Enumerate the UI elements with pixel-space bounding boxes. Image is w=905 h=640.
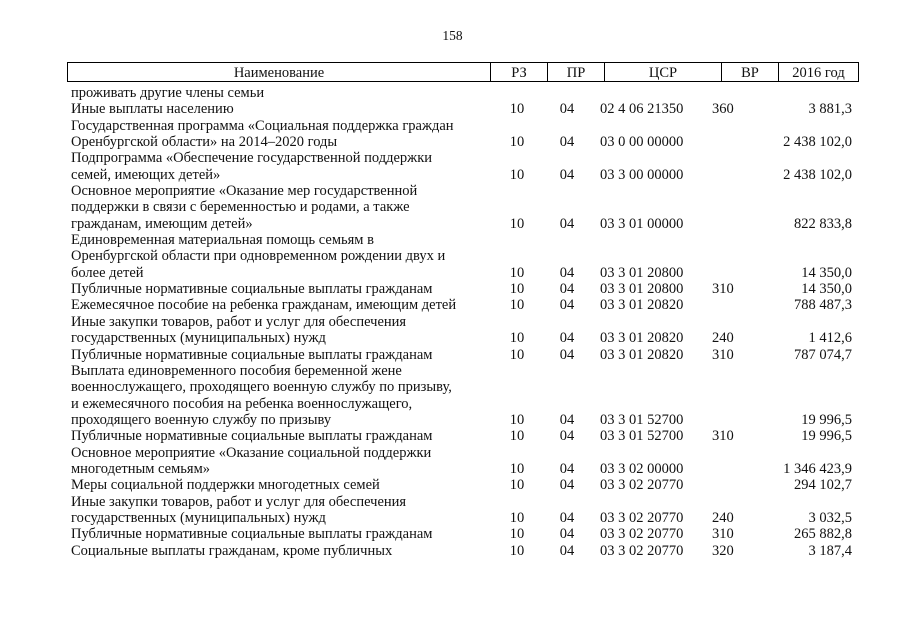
row-pr: 04	[559, 460, 575, 477]
table-row	[0, 150, 905, 183]
row-name-line: Ежемесячное пособие на ребенка гражданам, имеющим детей	[71, 297, 457, 314]
row-name	[71, 526, 491, 542]
row-csr: 03 3 01 00000	[600, 215, 684, 232]
row-name-line: и ежемесячного пособия на ребенка военнослужащего,	[71, 395, 413, 412]
row-name-line: гражданам, имеющим детей»	[71, 215, 253, 232]
row-vr: 240	[712, 330, 734, 347]
table-body	[0, 85, 905, 559]
row-rz: 10	[509, 264, 525, 281]
row-name-line: Социальные выплаты гражданам, кроме публичных	[71, 542, 393, 559]
row-name-line: Публичные нормативные социальные выплаты гражданам	[71, 428, 433, 445]
row-amount: 787 074,7	[794, 346, 852, 363]
row-amount: 294 102,7	[794, 477, 852, 494]
row-rz: 10	[509, 101, 525, 118]
row-pr: 04	[559, 101, 575, 118]
row-csr: 03 3 01 52700	[600, 428, 684, 445]
table-row	[0, 85, 905, 101]
row-name	[71, 150, 491, 183]
row-name	[71, 347, 491, 363]
column-header-rz: РЗ	[491, 63, 548, 81]
row-rz: 10	[509, 281, 525, 298]
row-name	[71, 183, 491, 232]
row-name-line: военнослужащего, проходящего военную службу по призыву,	[71, 379, 452, 396]
row-pr: 04	[559, 134, 575, 151]
row-pr: 04	[559, 166, 575, 183]
row-pr: 04	[559, 542, 575, 559]
row-vr: 310	[712, 346, 734, 363]
row-name-line: государственных (муниципальных) нужд	[71, 330, 326, 347]
row-name	[71, 494, 491, 527]
row-name-line: Оренбургской области» на 2014–2020 годы	[71, 134, 338, 151]
column-header-name: Наименование	[68, 63, 491, 81]
row-csr: 03 3 01 20820	[600, 346, 684, 363]
row-pr: 04	[559, 297, 575, 314]
row-rz: 10	[509, 460, 525, 477]
row-pr: 04	[559, 428, 575, 445]
row-name	[71, 101, 491, 117]
row-csr: 03 0 00 00000	[600, 134, 684, 151]
table-row	[0, 314, 905, 347]
row-name	[71, 118, 491, 151]
row-pr: 04	[559, 346, 575, 363]
table-row	[0, 477, 905, 493]
row-name-line: Единовременная материальная помощь семьям в	[71, 232, 374, 249]
row-pr: 04	[559, 215, 575, 232]
row-rz: 10	[509, 542, 525, 559]
row-name	[71, 297, 491, 313]
row-pr: 04	[559, 477, 575, 494]
row-name-line: Выплата единовременного пособия беременной жене	[71, 362, 402, 379]
row-name-line: Публичные нормативные социальные выплаты гражданам	[71, 281, 433, 298]
table-header	[67, 62, 859, 82]
row-csr: 03 3 01 52700	[600, 411, 684, 428]
row-name-line: проживать другие члены семьи	[71, 85, 265, 101]
row-name-line: проходящего военную службу по призыву	[71, 411, 332, 428]
row-amount: 3 032,5	[808, 509, 852, 526]
row-name	[71, 428, 491, 444]
row-csr: 03 3 02 00000	[600, 460, 684, 477]
row-csr: 03 3 02 20770	[600, 477, 684, 494]
row-rz: 10	[509, 166, 525, 183]
row-rz: 10	[509, 509, 525, 526]
table-row	[0, 232, 905, 281]
row-vr: 360	[712, 101, 734, 118]
row-name-line: государственных (муниципальных) нужд	[71, 509, 326, 526]
column-header-pr: ПР	[548, 63, 605, 81]
row-name-line: Иные закупки товаров, работ и услуг для обеспечения	[71, 313, 407, 330]
table-row	[0, 543, 905, 559]
table-row	[0, 363, 905, 428]
column-header-year: 2016 год	[792, 65, 845, 81]
row-name	[71, 314, 491, 347]
row-rz: 10	[509, 526, 525, 543]
row-amount: 1 412,6	[808, 330, 852, 347]
row-amount: 265 882,8	[794, 526, 852, 543]
row-rz: 10	[509, 134, 525, 151]
row-name	[71, 281, 491, 297]
row-amount: 822 833,8	[794, 215, 852, 232]
table-row	[0, 281, 905, 297]
row-name-line: Меры социальной поддержки многодетных семей	[71, 477, 380, 494]
table-row	[0, 428, 905, 444]
row-pr: 04	[559, 330, 575, 347]
row-rz: 10	[509, 330, 525, 347]
table-row	[0, 445, 905, 478]
row-vr: 320	[712, 542, 734, 559]
row-rz: 10	[509, 477, 525, 494]
table-row	[0, 101, 905, 117]
row-csr: 03 3 02 20770	[600, 542, 684, 559]
row-vr: 310	[712, 526, 734, 543]
row-name-line: Подпрограмма «Обеспечение государственной поддержки	[71, 150, 432, 167]
row-amount: 19 996,5	[801, 411, 852, 428]
row-name-line: Основное мероприятие «Оказание социальной поддержки	[71, 444, 432, 461]
row-pr: 04	[559, 264, 575, 281]
row-amount: 788 487,3	[794, 297, 852, 314]
row-vr: 310	[712, 281, 734, 298]
row-amount: 3 187,4	[808, 542, 852, 559]
row-csr: 03 3 01 20820	[600, 330, 684, 347]
table-row	[0, 297, 905, 313]
row-csr: 03 3 02 20770	[600, 509, 684, 526]
row-name-line: поддержки в связи с беременностью и родами, а также	[71, 199, 410, 216]
row-name-line: семей, имеющих детей»	[71, 166, 221, 183]
row-name-line: Иные выплаты населению	[71, 101, 234, 118]
row-vr: 310	[712, 428, 734, 445]
row-name-line: Основное мероприятие «Оказание мер государственной	[71, 183, 418, 200]
row-name	[71, 543, 491, 559]
column-header-csr: ЦСР	[605, 63, 722, 81]
row-name	[71, 363, 491, 428]
row-pr: 04	[559, 281, 575, 298]
table-row	[0, 526, 905, 542]
row-csr: 03 3 01 20800	[600, 264, 684, 281]
row-csr: 03 3 01 20800	[600, 281, 684, 298]
row-rz: 10	[509, 297, 525, 314]
row-pr: 04	[559, 411, 575, 428]
row-amount: 1 346 423,9	[783, 460, 852, 477]
row-name-line: Иные закупки товаров, работ и услуг для обеспечения	[71, 493, 407, 510]
row-name-line: более детей	[71, 264, 144, 281]
row-name	[71, 477, 491, 493]
row-amount: 2 438 102,0	[783, 166, 852, 183]
row-csr: 02 4 06 21350	[600, 101, 684, 118]
row-name-line: Публичные нормативные социальные выплаты гражданам	[71, 526, 433, 543]
row-amount: 2 438 102,0	[783, 134, 852, 151]
row-name-line: Публичные нормативные социальные выплаты гражданам	[71, 346, 433, 363]
page-number: 158	[442, 28, 463, 43]
row-amount: 14 350,0	[801, 281, 852, 298]
table-row	[0, 494, 905, 527]
row-name-line: Государственная программа «Социальная поддержка граждан	[71, 117, 454, 134]
table-row	[0, 183, 905, 232]
row-name	[71, 445, 491, 478]
row-rz: 10	[509, 428, 525, 445]
row-csr: 03 3 01 20820	[600, 297, 684, 314]
row-name-line: многодетным семьям»	[71, 460, 210, 477]
row-amount: 19 996,5	[801, 428, 852, 445]
row-rz: 10	[509, 346, 525, 363]
table-row	[0, 118, 905, 151]
row-name	[71, 232, 491, 281]
column-header-vr: ВР	[722, 63, 779, 81]
row-amount: 14 350,0	[801, 264, 852, 281]
row-amount: 3 881,3	[808, 101, 852, 118]
row-vr: 240	[712, 509, 734, 526]
row-name	[71, 85, 491, 101]
row-rz: 10	[509, 411, 525, 428]
row-name-line: Оренбургской области при одновременном рождении двух и	[71, 248, 446, 265]
table-row	[0, 347, 905, 363]
row-csr: 03 3 00 00000	[600, 166, 684, 183]
row-csr: 03 3 02 20770	[600, 526, 684, 543]
row-pr: 04	[559, 509, 575, 526]
row-rz: 10	[509, 215, 525, 232]
row-pr: 04	[559, 526, 575, 543]
